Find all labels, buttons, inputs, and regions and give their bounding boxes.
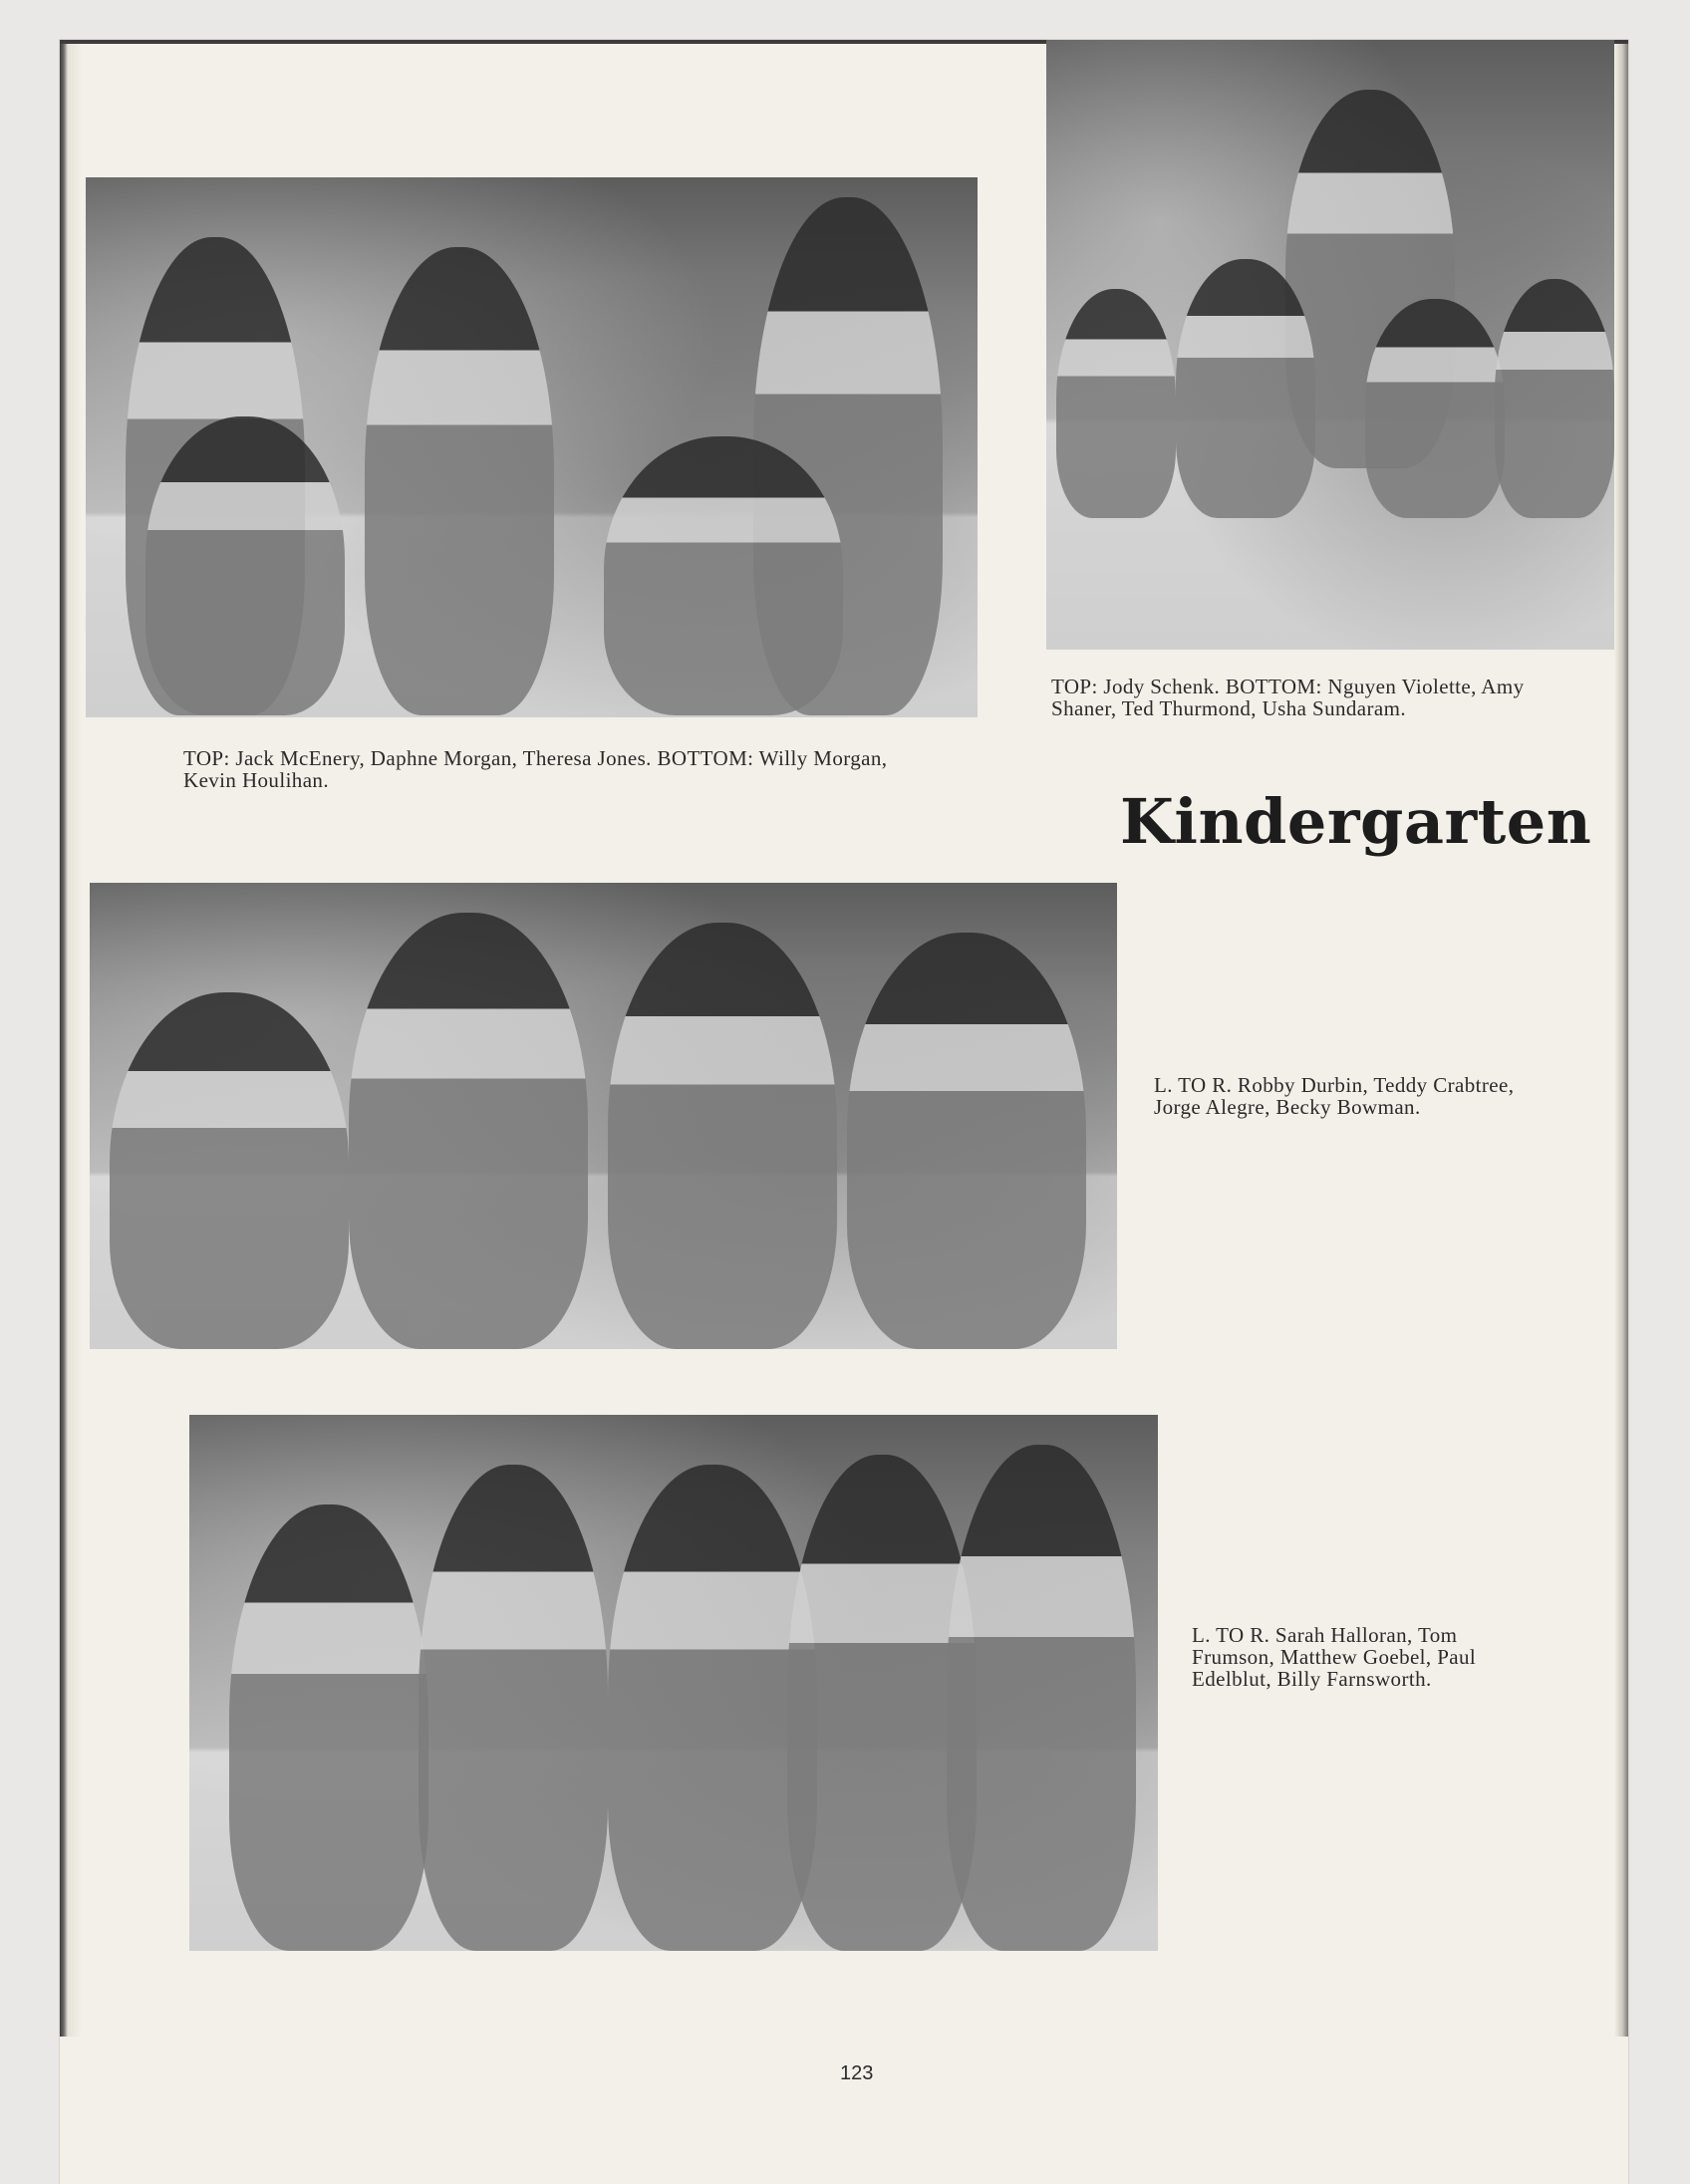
photo-group-1 [86, 177, 978, 717]
photo-caption-1: TOP: Jack McEnery, Daphne Morgan, Theresa Jones. BOTTOM: Willy Morgan, Kevin Houlihan. [183, 746, 888, 792]
photo-group-2 [1046, 40, 1614, 650]
child-figure [608, 1465, 817, 1951]
photo-group-4 [189, 1415, 1158, 1951]
child-figure [229, 1504, 428, 1951]
child-figure [110, 992, 349, 1349]
child-figure [1176, 259, 1315, 518]
child-figure [145, 416, 345, 715]
photo-caption-2: TOP: Jody Schenk. BOTTOM: Nguyen Violette, Amy Shaner, Ted Thurmond, Usha Sundaram. [1051, 675, 1525, 720]
binding-edge-right [1614, 44, 1628, 2037]
child-figure [365, 247, 554, 715]
photo-caption-3: L. TO R. Robby Durbin, Teddy Crabtree, Jorge Alegre, Becky Bowman. [1154, 1073, 1515, 1119]
child-figure [608, 923, 837, 1349]
child-figure [1495, 279, 1614, 518]
page-number: 123 [840, 2062, 874, 2084]
child-figure [1056, 289, 1176, 518]
child-figure [349, 913, 588, 1349]
child-figure [419, 1465, 608, 1951]
binding-edge-left [60, 44, 82, 2037]
photo-group-3 [90, 883, 1117, 1349]
photo-caption-4: L. TO R. Sarah Halloran, Tom Frumson, Matthew Goebel, Paul Edelblut, Billy Farnsworth. [1192, 1623, 1477, 1691]
page-title: Kindergarten [1120, 785, 1592, 858]
child-figure [1365, 299, 1505, 518]
child-figure [947, 1445, 1136, 1951]
child-figure [847, 933, 1086, 1349]
child-figure [604, 436, 843, 715]
